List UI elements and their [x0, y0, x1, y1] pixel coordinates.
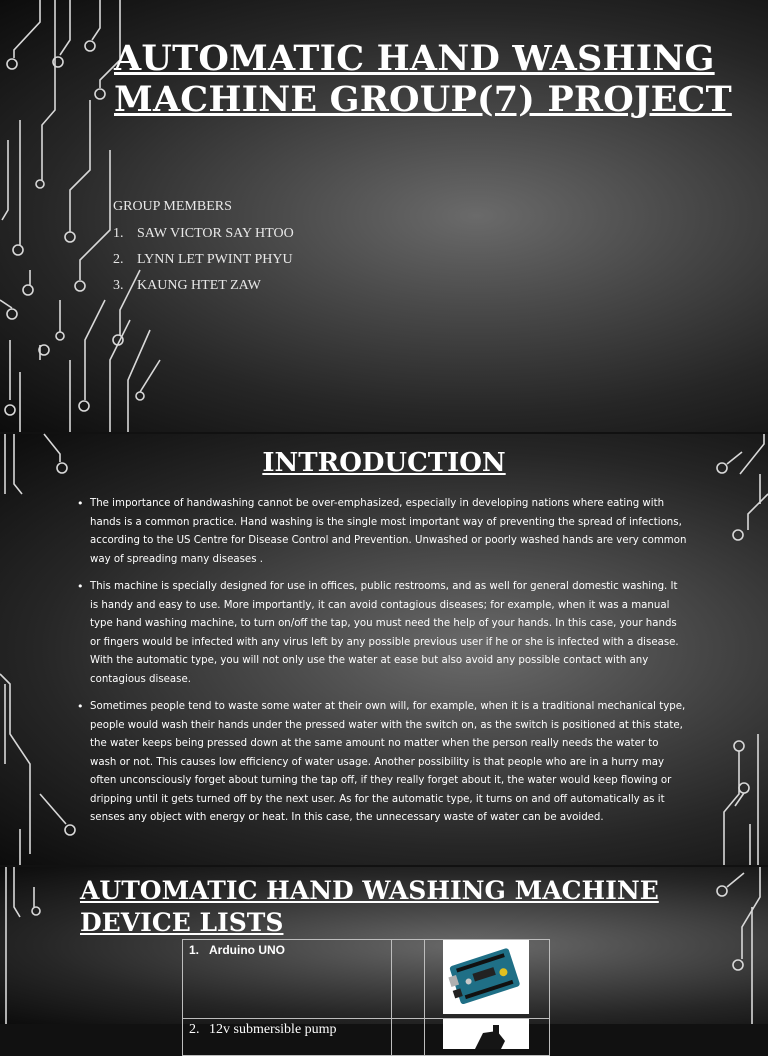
introduction-bullets	[76, 495, 688, 837]
bullet-text: The importance of handwashing cannot be over-emphasized, especially in developing nations where eating with hands is a common practice. Hand washing is the single most important way of preventing the spread of infections, according to the US Centre for Disease Control and Prevention. Unwashed or poorly washed hands are very common way of spreading many diseases .	[90, 498, 687, 565]
bullet-item	[76, 578, 688, 689]
member-number: 1.	[113, 226, 124, 241]
device-name-cell	[183, 940, 392, 1019]
member-number: 2.	[113, 252, 124, 267]
bullet-item	[76, 495, 688, 569]
member-number: 3.	[113, 278, 124, 293]
bullet-item	[76, 698, 688, 828]
device-name-cell	[183, 1019, 392, 1056]
device-name: Arduino UNO	[209, 943, 285, 957]
bullet-dot: •	[77, 497, 84, 510]
member-item	[113, 277, 294, 303]
device-number: 1.	[189, 943, 200, 957]
group-members-label: GROUP MEMBERS	[113, 199, 232, 214]
submersible-pump-image	[425, 1019, 549, 1049]
empty-cell	[392, 1019, 425, 1056]
device-list-slide	[0, 867, 768, 1037]
member-name: LYNN LET PWINT PHYU	[137, 252, 293, 267]
device-name: 12v submersible pump	[209, 1022, 337, 1037]
device-image-cell	[425, 940, 550, 1019]
bullet-text: This machine is specially designed for use in offices, public restrooms, and as well for general domestic washing. It is handy and easy to use. More importantly, it can avoid contagious diseases; for example, when it was a manual type hand washing machine, to turn on/off the tap, you must need the help of your hands. In this case, your hands or fingers would be infected with any virus left by any possible previous user if he or she is infected with a disease. With the automatic type, you will not only use the water at ease but also avoid any possible contact with any contagious disease.	[90, 581, 679, 685]
member-name: KAUNG HTET ZAW	[137, 278, 261, 293]
arduino-board-image	[425, 940, 549, 1014]
device-table	[182, 939, 550, 1056]
group-members	[113, 199, 294, 303]
bullet-dot: •	[77, 700, 84, 713]
device-number: 2.	[189, 1022, 200, 1037]
member-item	[113, 251, 294, 277]
introduction-slide	[0, 434, 768, 865]
introduction-heading: INTRODUCTION	[262, 448, 506, 478]
table-row	[183, 940, 550, 1019]
device-image-cell	[425, 1019, 550, 1056]
bullet-text: Sometimes people tend to waste some water at their own will, for example, when it is a traditional mechanical type, people would wash their hands under the pressed water with the switch on, as the switch is positioned at this state, the water keeps being pressed down at the same amount no matter when the person really needs the water to wash or not. This causes low efficiency of water usage. Another possibility is that people who are in a hurry may often unconsciously forget about turning the tap off, if they really forget about it, the water would keep flowing or dripping until it gets turned off by the next user. As for the automatic type, it turns on and off automatically as it senses any object with energy or heat. In this case, the unnecessary waste of water can be avoided.	[90, 701, 686, 823]
members-list	[113, 225, 294, 303]
table-row	[183, 1019, 550, 1056]
member-name: SAW VICTOR SAY HTOO	[137, 226, 294, 241]
title-slide	[0, 0, 768, 432]
device-list-heading: AUTOMATIC HAND WASHING MACHINE DEVICE LISTS	[80, 876, 659, 937]
presentation-title: AUTOMATIC HAND WASHING MACHINE GROUP(7) PROJECT	[114, 38, 732, 120]
empty-cell	[392, 940, 425, 1019]
member-item	[113, 225, 294, 251]
bullet-dot: •	[77, 580, 84, 593]
